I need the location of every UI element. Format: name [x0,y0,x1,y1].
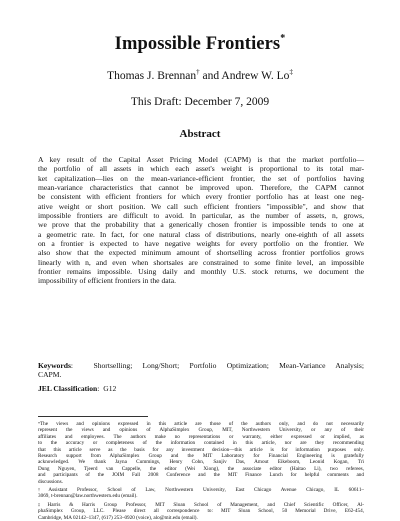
abstract-line: on a frontier is expected to have negative weights for every portfolio on the frontier. We [38,239,364,249]
jel-value: G12 [103,384,117,393]
abstract-line: also show that the expected minimum amount of shortselling across frontier portfolios grows [38,248,364,258]
keywords-label: Keywords [38,361,71,370]
abstract-line: we prove that the probability that a generically chosen frontier is impossible tends to one at [38,220,364,230]
footnote-text: Harris & Harris Group Professor, MIT Sloan School of Management, and Chief Scientific Officer, Al- [47,501,365,508]
author-conjunction: and [202,70,220,82]
title-text: Impossible Frontiers [114,34,281,54]
footnote-ddagger-mark: ‡ [38,501,48,507]
author-2-footnote-mark[interactable]: ‡ [289,68,293,76]
footnote-line: Dung Nguyen, Tjeerd van Cappelle, the editor (Wei Xiong), the associate editor (Haitao Li), two referees, [38,465,364,472]
footnote-dagger-mark: † [38,487,49,493]
abstract-line: the portfolio of all assets in which each asset's weight is proportional to its total mar- [38,164,364,174]
abstract-body [38,155,364,286]
footnote-rule [38,416,148,417]
title-footnote-mark[interactable]: * [280,33,286,44]
footnote-text: The views and opinions expressed in this article are those of the authors only, and do not necessarily [40,421,364,427]
author-1: Thomas J. Brennan [107,70,197,82]
keywords-line: Keywords: Shortselling; Long/Short; Portfolio Optimization; Mean-Variance Analysis; [38,361,364,370]
jel-label: JEL Classification [38,384,98,393]
abstract-line: a geometric rate. In fact, for one natural class of distributions, nearly one-eighth of all assets [38,229,364,239]
paper-title [0,34,400,55]
abstract-line: mean-variance characteristics that cannot be improved upon. Therefore, the CAPM cannot [38,183,364,193]
footnote-line: affiliates and employees. The authors make no representations or warranty, either expressed or implied, as [38,433,364,440]
draft-date: This Draft: December 7, 2009 [130,96,270,108]
keywords [38,361,364,380]
abstract-line: ket capitalization—lies on the mean-variance-efficient frontier, the set of portfolios having [38,173,364,183]
abstract-line: impossible frontiers are difficult to avoid. In particular, as the number of assets, n, grows, [38,211,364,221]
footnote-line: phaSimplex Group, LLC. Please direct all correspondence to: MIT Sloan School, 50 Memorial Drive, E62-454, [38,508,364,515]
footnotes [38,421,364,521]
footnote-line: discussions. [38,478,63,485]
abstract-line: be consistent with efficient frontiers for which every frontier portfolio has at least one neg- [38,192,364,202]
abstract-line: A key result of the Capital Asset Pricing Model (CAPM) is that the market portfolio— [38,155,364,164]
abstract-line: frontier remains impossible. Using daily and monthly U.S. stock returns, we document the [38,267,364,277]
footnote-line: to the accuracy or completeness of the information contained in this article, nor are they recommending [38,440,364,447]
abstract-line: ative weight or short position. We call such efficient frontiers "impossible", and show that [38,201,364,211]
footnote-line: acknowledged. We thank Jayna Cummings, Henry Cohn, Sanjiv Das, Amout Eikeboom, Leonid Kogan, Trì [38,459,364,466]
footnote-line: represent the views and opinions of AlphaSimplex Group, MIT, Northwestern University, or any of their [38,427,364,434]
footnote-line: Cambridge, MA 02142–1347, (617) 253–0920 (voice), alo@mit.edu (email). [38,514,198,521]
jel-classification: JEL Classification: G12 [38,384,117,393]
footnote-line: 3069, t-brennan@law.northwestern.edu (email). [38,493,138,500]
footnote-line: that this article serve as the basis for any investment decision—this article is for information purposes only. [38,446,364,453]
abstract-heading: Abstract [179,128,221,140]
author-2: Andrew W. Lo [221,70,290,82]
author-1-footnote-mark[interactable]: † [196,68,200,76]
footnote-line: Research support from AlphaSimplex Group and the MIT Laboratory for Financial Engineering is gratefully [38,453,364,460]
keywords-value: Shortselling; Long/Short; Portfolio Optimization; Mean-Variance Analysis; [93,361,364,370]
keywords-line-2: CAPM. [38,370,62,380]
footnote-line: and participants of the JOIM Fall 2008 Conference and the MIT Finance Lunch for helpful comments and [38,472,364,479]
author-line [0,70,400,82]
abstract-line: impossibility of efficient frontiers in the data. [38,276,176,286]
abstract-line: linearly with n, and even when shortsales are constrained to some finite level, an impossible [38,257,364,267]
footnote-star-mark: * [38,421,40,426]
footnote-text: Assistant Professor, School of Law, Northwestern University, East Chicago Avenue Chicago, IL 60611– [48,487,365,494]
